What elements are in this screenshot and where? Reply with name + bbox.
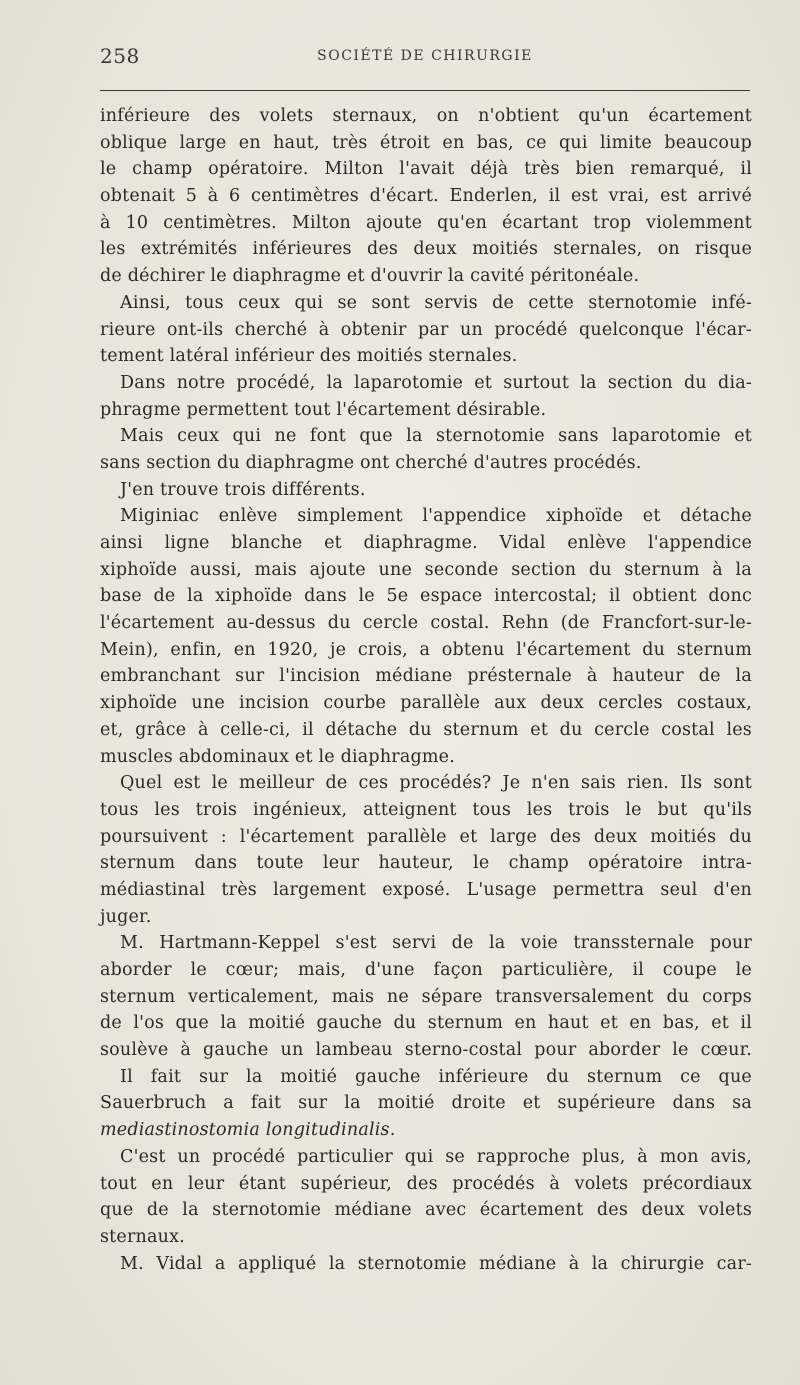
text-line: sans section du diaphragme ont cherché d'autres procédés. (100, 452, 642, 473)
text-line: de déchirer le diaphragme et d'ouvrir la cavité péritonéale. (100, 266, 640, 287)
text-line: muscles abdominaux et le diaphragme. (100, 746, 456, 767)
text-line: soulève à gauche un lambeau sterno-costal pour aborder le cœur. (100, 1040, 752, 1061)
running-head: SOCIÉTÉ DE CHIRURGIE (317, 48, 533, 64)
text-line: Il fait sur la moitié gauche inférieure du sternum ce que (120, 1066, 752, 1087)
text-line: médiastinal très largement exposé. L'usage permettra seul d'en (100, 879, 752, 900)
text-line: M. Hartmann-Keppel s'est servi de la voie transsternale pour (120, 933, 752, 954)
page-number: 258 (100, 44, 140, 68)
text-line: base de la xiphoïde dans le 5e espace intercostal; il obtient donc (100, 586, 752, 607)
text-line: le champ opératoire. Milton l'avait déjà très bien remarqué, il (100, 159, 752, 180)
text-line: Miginiac enlève simplement l'appendice xiphoïde et détache (120, 506, 752, 527)
text-line: xiphoïde une incision courbe parallèle aux deux cercles costaux, (100, 693, 752, 714)
text-line: à 10 centimètres. Milton ajoute qu'en écartant trop violemment (100, 212, 752, 233)
text-line: aborder le cœur; mais, d'une façon particulière, il coupe le (100, 960, 752, 980)
body-text (100, 103, 752, 1277)
text-line: Dans notre procédé, la laparotomie et surtout la section du dia- (120, 372, 752, 393)
text-line: M. Vidal a appliqué la sternotomie médiane à la chirurgie car- (120, 1253, 752, 1274)
text-line: les extrémités inférieures des deux moitiés sternales, on risque (100, 239, 752, 260)
text-line: phragme permettent tout l'écartement désirable. (100, 399, 547, 420)
text-line: rieure ont-ils cherché à obtenir par un procédé quelconque l'écar- (100, 319, 752, 340)
text-line: inférieure des volets sternaux, on n'obtient qu'un écartement (100, 106, 752, 126)
page-header (100, 44, 750, 70)
text-line: tous les trois ingénieux, atteignent tous les trois le but qu'ils (100, 799, 752, 820)
text-line: embranchant sur l'incision médiane présternale à hauteur de la (100, 666, 752, 687)
text-line: tement latéral inférieur des moitiés sternales. (100, 346, 518, 367)
text-line: sternum verticalement, mais ne sépare transversalement du corps (100, 986, 752, 1007)
text-line: sternaux. (100, 1226, 185, 1247)
text-line: J'en trouve trois différents. (120, 479, 366, 500)
header-rule (100, 90, 750, 91)
text-line: ainsi ligne blanche et diaphragme. Vidal enlève l'appendice (100, 533, 752, 553)
text-line: C'est un procédé particulier qui se rapproche plus, à mon avis, (120, 1146, 752, 1167)
text-line: Mais ceux qui ne font que la sternotomie sans laparotomie et (120, 426, 752, 447)
text-line: sternum dans toute leur hauteur, le champ opératoire intra- (100, 853, 752, 874)
text-line: Quel est le meilleur de ces procédés? Je n'en sais rien. Ils sont (120, 773, 752, 794)
text-line: oblique large en haut, très étroit en bas, ce qui limite beaucoup (100, 132, 752, 153)
text-line: Mein), enfin, en 1920, je crois, a obtenu l'écartement du sternum (100, 639, 752, 660)
text-line: Ainsi, tous ceux qui se sont servis de cette sternotomie infé- (120, 292, 752, 313)
text-line: Sauerbruch a fait sur la moitié droite et supérieure dans sa (100, 1093, 752, 1114)
text-line: juger. (100, 906, 152, 927)
text-line: de l'os que la moitié gauche du sternum en haut et en bas, et il (100, 1013, 752, 1034)
text-line: xiphoïde aussi, mais ajoute une seconde section du sternum à la (100, 559, 752, 580)
text-line: que de la sternotomie médiane avec écartement des deux volets (100, 1200, 752, 1221)
text-line: l'écartement au-dessus du cercle costal. Rehn (de Francfort-sur-le- (100, 613, 752, 634)
text-line: et, grâce à celle-ci, il détache du sternum et du cercle costal les (100, 719, 752, 740)
text-line: obtenait 5 à 6 centimètres d'écart. Enderlen, il est vrai, est arrivé (100, 186, 752, 207)
text-line: poursuivent : l'écartement parallèle et large des deux moitiés du (100, 826, 752, 847)
text-line: tout en leur étant supérieur, des procédés à volets précordiaux (100, 1173, 752, 1194)
text-line: mediastinostomia longitudinalis. (100, 1120, 396, 1141)
